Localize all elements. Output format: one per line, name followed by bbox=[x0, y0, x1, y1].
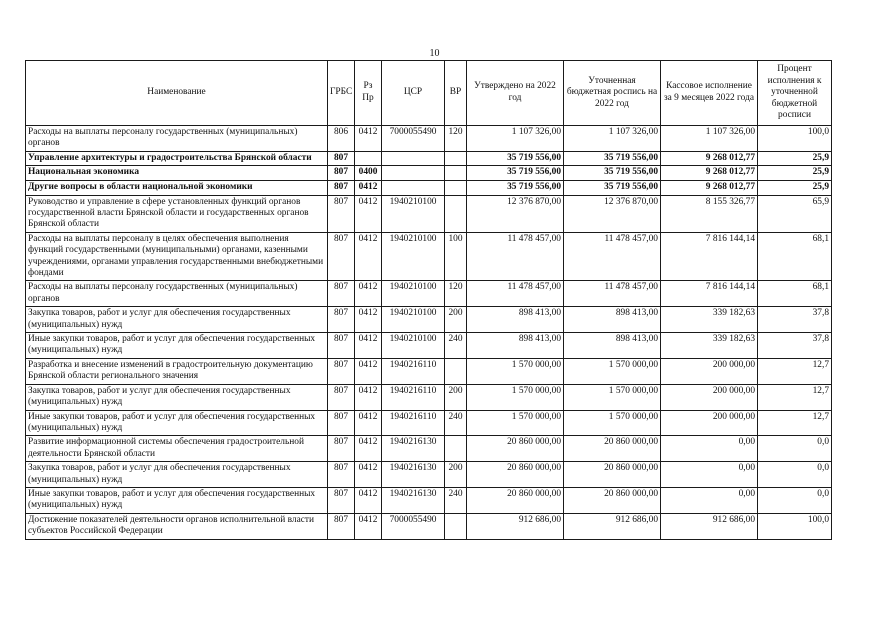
cell-refined: 898 413,00 bbox=[564, 333, 661, 359]
cell-csr bbox=[382, 181, 445, 196]
cell-grbs: 807 bbox=[328, 487, 355, 513]
cell-grbs: 807 bbox=[328, 151, 355, 166]
cell-name: Иные закупки товаров, работ и услуг для обеспечения государственных (муниципальных) нужд bbox=[26, 333, 328, 359]
header-csr: ЦСР bbox=[382, 61, 445, 126]
cell-approved: 12 376 870,00 bbox=[467, 195, 564, 232]
cell-refined: 20 860 000,00 bbox=[564, 487, 661, 513]
cell-vr: 200 bbox=[445, 307, 467, 333]
cell-grbs: 807 bbox=[328, 436, 355, 462]
cell-executed: 7 816 144,14 bbox=[661, 232, 758, 281]
cell-grbs: 807 bbox=[328, 358, 355, 384]
header-refined: Уточненная бюджетная роспись на 2022 год bbox=[564, 61, 661, 126]
table-row bbox=[26, 166, 832, 181]
cell-rzpr: 0412 bbox=[355, 358, 382, 384]
cell-name: Руководство и управление в сфере установленных функций органов государственной власти Брянской области и государственных органов Брянской области bbox=[26, 195, 328, 232]
cell-percent: 68,1 bbox=[758, 281, 832, 307]
cell-approved: 35 719 556,00 bbox=[467, 166, 564, 181]
cell-approved: 1 570 000,00 bbox=[467, 410, 564, 436]
cell-csr: 1940216130 bbox=[382, 436, 445, 462]
cell-percent: 100,0 bbox=[758, 126, 832, 152]
cell-percent: 25,9 bbox=[758, 166, 832, 181]
cell-csr: 1940216130 bbox=[382, 462, 445, 488]
cell-vr: 240 bbox=[445, 333, 467, 359]
cell-percent: 65,9 bbox=[758, 195, 832, 232]
cell-approved: 1 570 000,00 bbox=[467, 384, 564, 410]
cell-csr: 7000055490 bbox=[382, 126, 445, 152]
table-body bbox=[26, 126, 832, 540]
table-row bbox=[26, 358, 832, 384]
page-number: 10 bbox=[429, 48, 440, 59]
cell-grbs: 807 bbox=[328, 462, 355, 488]
cell-name: Расходы на выплаты персоналу государственных (муниципальных) органов bbox=[26, 126, 328, 152]
cell-grbs: 807 bbox=[328, 281, 355, 307]
cell-percent: 100,0 bbox=[758, 513, 832, 539]
cell-executed: 9 268 012,77 bbox=[661, 181, 758, 196]
cell-vr bbox=[445, 166, 467, 181]
cell-csr: 1940216110 bbox=[382, 410, 445, 436]
table-row bbox=[26, 384, 832, 410]
cell-refined: 20 860 000,00 bbox=[564, 436, 661, 462]
cell-vr bbox=[445, 195, 467, 232]
cell-rzpr: 0400 bbox=[355, 166, 382, 181]
cell-executed: 912 686,00 bbox=[661, 513, 758, 539]
table-row bbox=[26, 462, 832, 488]
cell-vr: 100 bbox=[445, 232, 467, 281]
cell-refined: 11 478 457,00 bbox=[564, 281, 661, 307]
cell-rzpr: 0412 bbox=[355, 195, 382, 232]
cell-approved: 20 860 000,00 bbox=[467, 436, 564, 462]
cell-refined: 912 686,00 bbox=[564, 513, 661, 539]
cell-grbs: 807 bbox=[328, 513, 355, 539]
cell-vr bbox=[445, 358, 467, 384]
cell-executed: 200 000,00 bbox=[661, 410, 758, 436]
cell-csr: 1940210100 bbox=[382, 333, 445, 359]
cell-rzpr: 0412 bbox=[355, 333, 382, 359]
cell-approved: 898 413,00 bbox=[467, 333, 564, 359]
cell-approved: 912 686,00 bbox=[467, 513, 564, 539]
cell-approved: 20 860 000,00 bbox=[467, 462, 564, 488]
cell-refined: 35 719 556,00 bbox=[564, 151, 661, 166]
header-percent: Процент исполнения к уточненной бюджетной росписи bbox=[758, 61, 832, 126]
cell-vr: 120 bbox=[445, 281, 467, 307]
header-executed: Кассовое исполнение за 9 месяцев 2022 года bbox=[661, 61, 758, 126]
cell-percent: 12,7 bbox=[758, 358, 832, 384]
cell-grbs: 807 bbox=[328, 410, 355, 436]
cell-vr: 240 bbox=[445, 410, 467, 436]
cell-name: Другие вопросы в области национальной экономики bbox=[26, 181, 328, 196]
cell-name: Иные закупки товаров, работ и услуг для обеспечения государственных (муниципальных) нужд bbox=[26, 487, 328, 513]
cell-refined: 898 413,00 bbox=[564, 307, 661, 333]
cell-percent: 25,9 bbox=[758, 181, 832, 196]
header-name: Наименование bbox=[26, 61, 328, 126]
cell-approved: 898 413,00 bbox=[467, 307, 564, 333]
cell-rzpr: 0412 bbox=[355, 281, 382, 307]
cell-executed: 339 182,63 bbox=[661, 333, 758, 359]
cell-rzpr: 0412 bbox=[355, 384, 382, 410]
cell-name: Достижение показателей деятельности органов исполнительной власти субъектов Российской Федерации bbox=[26, 513, 328, 539]
cell-approved: 35 719 556,00 bbox=[467, 181, 564, 196]
table-row bbox=[26, 487, 832, 513]
cell-csr: 7000055490 bbox=[382, 513, 445, 539]
cell-grbs: 806 bbox=[328, 126, 355, 152]
cell-rzpr: 0412 bbox=[355, 410, 382, 436]
cell-percent: 68,1 bbox=[758, 232, 832, 281]
cell-vr bbox=[445, 181, 467, 196]
cell-executed: 0,00 bbox=[661, 487, 758, 513]
cell-executed: 8 155 326,77 bbox=[661, 195, 758, 232]
cell-vr bbox=[445, 151, 467, 166]
cell-rzpr: 0412 bbox=[355, 307, 382, 333]
cell-vr: 120 bbox=[445, 126, 467, 152]
table-row bbox=[26, 307, 832, 333]
cell-csr: 1940216110 bbox=[382, 358, 445, 384]
cell-vr: 200 bbox=[445, 462, 467, 488]
cell-csr: 1940210100 bbox=[382, 195, 445, 232]
cell-refined: 12 376 870,00 bbox=[564, 195, 661, 232]
cell-executed: 200 000,00 bbox=[661, 358, 758, 384]
cell-rzpr: 0412 bbox=[355, 462, 382, 488]
table-row bbox=[26, 126, 832, 152]
cell-rzpr: 0412 bbox=[355, 436, 382, 462]
header-vr: ВР bbox=[445, 61, 467, 126]
cell-percent: 12,7 bbox=[758, 384, 832, 410]
cell-approved: 1 570 000,00 bbox=[467, 358, 564, 384]
cell-executed: 0,00 bbox=[661, 462, 758, 488]
cell-refined: 1 570 000,00 bbox=[564, 358, 661, 384]
cell-refined: 1 570 000,00 bbox=[564, 384, 661, 410]
cell-refined: 11 478 457,00 bbox=[564, 232, 661, 281]
cell-percent: 25,9 bbox=[758, 151, 832, 166]
cell-executed: 9 268 012,77 bbox=[661, 151, 758, 166]
table-row bbox=[26, 232, 832, 281]
cell-approved: 20 860 000,00 bbox=[467, 487, 564, 513]
cell-refined: 35 719 556,00 bbox=[564, 166, 661, 181]
cell-grbs: 807 bbox=[328, 384, 355, 410]
cell-csr: 1940216110 bbox=[382, 384, 445, 410]
cell-grbs: 807 bbox=[328, 333, 355, 359]
cell-csr bbox=[382, 166, 445, 181]
cell-executed: 9 268 012,77 bbox=[661, 166, 758, 181]
cell-executed: 1 107 326,00 bbox=[661, 126, 758, 152]
cell-rzpr: 0412 bbox=[355, 487, 382, 513]
table-row bbox=[26, 410, 832, 436]
cell-rzpr: 0412 bbox=[355, 181, 382, 196]
cell-rzpr: 0412 bbox=[355, 232, 382, 281]
cell-rzpr: 0412 bbox=[355, 126, 382, 152]
cell-percent: 0,0 bbox=[758, 487, 832, 513]
cell-refined: 20 860 000,00 bbox=[564, 462, 661, 488]
cell-vr bbox=[445, 513, 467, 539]
cell-refined: 35 719 556,00 bbox=[564, 181, 661, 196]
cell-name: Иные закупки товаров, работ и услуг для обеспечения государственных (муниципальных) нужд bbox=[26, 410, 328, 436]
cell-name: Закупка товаров, работ и услуг для обеспечения государственных (муниципальных) нужд bbox=[26, 462, 328, 488]
cell-name: Закупка товаров, работ и услуг для обеспечения государственных (муниципальных) нужд bbox=[26, 307, 328, 333]
cell-name: Расходы на выплаты персоналу государственных (муниципальных) органов bbox=[26, 281, 328, 307]
cell-approved: 1 107 326,00 bbox=[467, 126, 564, 152]
cell-name: Расходы на выплаты персоналу в целях обеспечения выполнения функций государственными (муниципальными) органами, казенными учреждениями, органами управления государственными внебюджетными фондами bbox=[26, 232, 328, 281]
cell-grbs: 807 bbox=[328, 181, 355, 196]
cell-grbs: 807 bbox=[328, 195, 355, 232]
cell-name: Разработка и внесение изменений в градостроительную документацию Брянской области регионального значения bbox=[26, 358, 328, 384]
cell-grbs: 807 bbox=[328, 166, 355, 181]
cell-approved: 11 478 457,00 bbox=[467, 281, 564, 307]
cell-grbs: 807 bbox=[328, 232, 355, 281]
header-approved: Утверждено на 2022 год bbox=[467, 61, 564, 126]
header-rzpr: Рз Пр bbox=[355, 61, 382, 126]
cell-csr: 1940210100 bbox=[382, 281, 445, 307]
cell-percent: 0,0 bbox=[758, 462, 832, 488]
table-row bbox=[26, 181, 832, 196]
cell-executed: 7 816 144,14 bbox=[661, 281, 758, 307]
cell-percent: 37,8 bbox=[758, 333, 832, 359]
cell-csr: 1940216130 bbox=[382, 487, 445, 513]
cell-rzpr bbox=[355, 151, 382, 166]
table-row bbox=[26, 333, 832, 359]
cell-executed: 200 000,00 bbox=[661, 384, 758, 410]
cell-refined: 1 570 000,00 bbox=[564, 410, 661, 436]
table-header-row bbox=[26, 61, 832, 126]
cell-executed: 339 182,63 bbox=[661, 307, 758, 333]
cell-refined: 1 107 326,00 bbox=[564, 126, 661, 152]
table-row bbox=[26, 281, 832, 307]
cell-vr: 200 bbox=[445, 384, 467, 410]
cell-name: Управление архитектуры и градостроительства Брянской области bbox=[26, 151, 328, 166]
cell-vr bbox=[445, 436, 467, 462]
cell-percent: 0,0 bbox=[758, 436, 832, 462]
cell-csr bbox=[382, 151, 445, 166]
cell-percent: 37,8 bbox=[758, 307, 832, 333]
cell-rzpr: 0412 bbox=[355, 513, 382, 539]
budget-table bbox=[25, 60, 832, 540]
header-grbs: ГРБС bbox=[328, 61, 355, 126]
cell-percent: 12,7 bbox=[758, 410, 832, 436]
cell-csr: 1940210100 bbox=[382, 307, 445, 333]
table-row bbox=[26, 151, 832, 166]
cell-vr: 240 bbox=[445, 487, 467, 513]
cell-approved: 35 719 556,00 bbox=[467, 151, 564, 166]
cell-name: Развитие информационной системы обеспечения градостроительной деятельности Брянской области bbox=[26, 436, 328, 462]
table-row bbox=[26, 436, 832, 462]
cell-csr: 1940210100 bbox=[382, 232, 445, 281]
table-row bbox=[26, 513, 832, 539]
cell-name: Закупка товаров, работ и услуг для обеспечения государственных (муниципальных) нужд bbox=[26, 384, 328, 410]
cell-approved: 11 478 457,00 bbox=[467, 232, 564, 281]
cell-executed: 0,00 bbox=[661, 436, 758, 462]
cell-name: Национальная экономика bbox=[26, 166, 328, 181]
table-row bbox=[26, 195, 832, 232]
cell-grbs: 807 bbox=[328, 307, 355, 333]
